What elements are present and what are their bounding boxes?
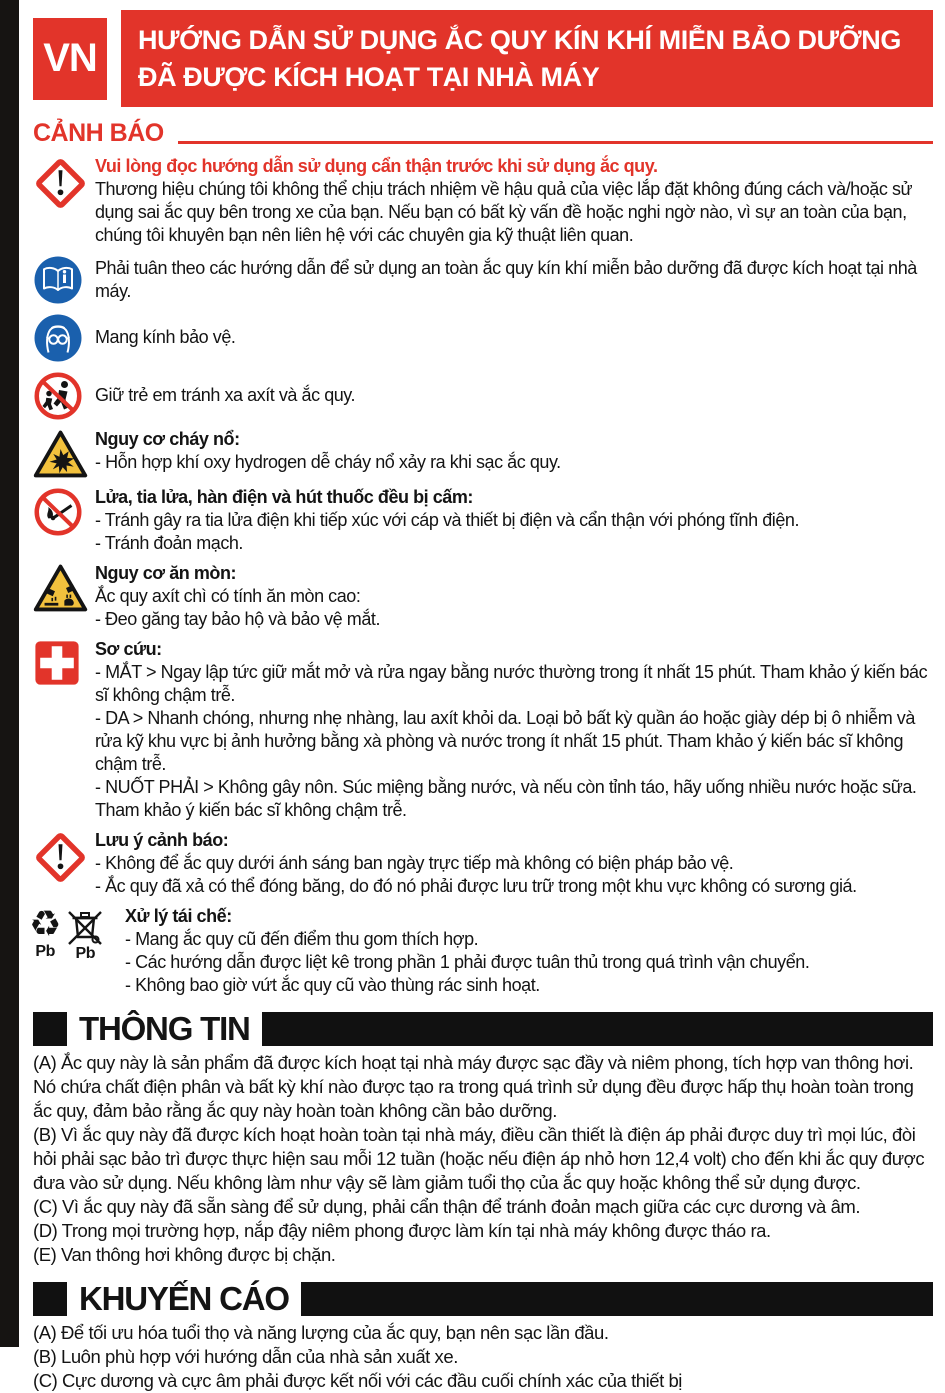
title-line1: HƯỚNG DẪN SỬ DỤNG ẮC QUY KÍN KHÍ MIỄN BẢO DƯỠNG [138, 25, 901, 56]
warning-item [33, 428, 933, 479]
warning-item-text [95, 638, 933, 822]
info-paragraph: (D) Trong mọi trường hợp, nắp đậy niêm phong được làm kín tại nhà máy không được tháo ra. [33, 1220, 771, 1241]
warning-icon-cell [33, 829, 95, 885]
no-trash-bin-icon [65, 906, 105, 946]
warning-icon-cell [33, 562, 95, 613]
corrosion-hazard-icon [33, 563, 88, 613]
warning-item-line: Ắc quy axít chì có tính ăn mòn cao: [95, 586, 361, 606]
info-paragraph: (C) Vì ắc quy này đã sẵn sàng để sử dụng, phải cẩn thận để tránh đoản mạch giữa các cực dương và âm. [33, 1196, 861, 1217]
left-border-bar [0, 0, 19, 1347]
recommend-paragraph: (A) Để tối ưu hóa tuổi thọ và năng lượng của ắc quy, bạn nên sạc lần đầu. [33, 1322, 609, 1343]
warning-item [33, 562, 933, 631]
warning-item-title: Vui lòng đọc hướng dẫn sử dụng cẩn thận trước khi sử dụng ắc quy. [95, 156, 658, 176]
info-paragraph: (B) Vì ắc quy này đã được kích hoạt hoàn toàn tại nhà máy, điều cần thiết là điện áp phải được duy trì mọi lúc, đòi hỏi phải sạc bảo trì được thực hiện sau mỗi 12 tuần (hoặc nếu điện áp nhỏ hơn 12,4 volt) cho đến khi ắc quy được đưa vào sử dụng. Nếu không làm như vậy sẽ làm giảm tuổi thọ của ắc quy hoặc không thể sử dụng được. [33, 1124, 925, 1193]
warning-item-text [95, 384, 933, 407]
warning-item [33, 638, 933, 822]
warning-item [33, 155, 933, 247]
warning-item-line: Mang kính bảo vệ. [95, 327, 236, 347]
warning-item [29, 904, 933, 997]
language-badge: VN [33, 18, 107, 100]
warning-item-line: Phải tuân theo các hướng dẫn để sử dụng an toàn ắc quy kín khí miễn bảo dưỡng đã được kích hoạt tại nhà máy. [95, 257, 917, 301]
pb-label: Pb [75, 945, 95, 962]
warning-item-line: - Hỗn hợp khí oxy hydrogen dễ cháy nổ xảy ra khi sạc ắc quy. [95, 452, 561, 472]
warning-item-line: - Tránh đoản mạch. [95, 533, 243, 553]
warning-item-line: - DA > Nhanh chóng, nhưng nhẹ nhàng, lau axít khỏi da. Loại bỏ bất kỳ quần áo hoặc giày dép bị ô nhiễm và rửa kỹ khu vực bị ảnh hưởng bằng xà phòng và nước trong ít nhất 15 phút. Tham khảo ý kiến bác sĩ không chậm trễ. [95, 708, 915, 774]
warning-item-title: Nguy cơ cháy nổ: [95, 429, 240, 449]
first-aid-icon [33, 639, 81, 687]
warning-section-heading [33, 119, 933, 148]
warning-item-line: - Không để ắc quy dưới ánh sáng ban ngày trực tiếp mà không có biện pháp bảo vệ. [95, 853, 734, 873]
warning-heading-rule [178, 141, 933, 144]
warning-icon-cell [29, 904, 125, 962]
warning-icon-cell [33, 638, 95, 687]
info-section-heading [33, 1011, 933, 1047]
recommend-section-heading [33, 1281, 933, 1317]
warning-item-line: - Mang ắc quy cũ đến điểm thu gom thích hợp. [125, 929, 479, 949]
warning-item [33, 370, 933, 421]
warning-item-text [125, 905, 933, 997]
warning-item-line: - Không bao giờ vứt ắc quy cũ vào thùng rác sinh hoạt. [125, 975, 540, 995]
ghs-exclamation-icon [33, 156, 88, 211]
recommend-paragraphs [33, 1321, 933, 1393]
warning-item-text [95, 428, 933, 474]
warning-item-line: Thương hiệu chúng tôi không thể chịu trách nhiệm về hậu quả của việc lắp đặt không đúng cách và/hoặc sử dụng sai ắc quy bên trong xe của bạn. Nếu bạn có bất kỳ vấn đề hoặc nghi ngờ nào, vì sự an toàn của bạn, chúng tôi khuyên bạn nên liên hệ với các chuyên gia kỹ thuật liên quan. [95, 179, 913, 245]
keep-away-children-icon [33, 371, 83, 421]
section-square-marker [33, 1282, 67, 1316]
title-line2: ĐÃ ĐƯỢC KÍCH HOẠT TẠI NHÀ MÁY [138, 61, 600, 92]
warning-icon-cell [33, 486, 95, 537]
explosion-hazard-icon [33, 429, 88, 479]
recommend-paragraph: (C) Cực dương và cực âm phải được kết nối với các đầu cuối chính xác của thiết bị [33, 1370, 682, 1391]
section-heading-bar [262, 1012, 933, 1046]
warning-item-text [95, 257, 933, 303]
warning-item-text [95, 486, 933, 555]
warning-heading-label: CẢNH BÁO [33, 119, 164, 147]
info-heading-label: THÔNG TIN [79, 1010, 250, 1047]
warning-item-text [95, 326, 933, 349]
warning-item-line: - NUỐT PHẢI > Không gây nôn. Súc miệng bằng nước, và nếu còn tỉnh táo, hãy uống nhiều nước hoặc sữa. Tham khảo ý kiến bác sĩ không chậm trễ. [95, 777, 917, 820]
warning-icon-cell [33, 155, 95, 211]
warning-item-title: Xử lý tái chế: [125, 906, 232, 926]
warning-icon-cell [33, 312, 95, 363]
document-title [121, 10, 933, 107]
document-content [29, 0, 933, 1393]
warning-item-text [95, 155, 933, 247]
warning-item [33, 486, 933, 555]
warning-icon-cell [33, 254, 95, 305]
info-paragraphs [33, 1051, 933, 1267]
warning-item-line: Giữ trẻ em tránh xa axít và ắc quy. [95, 385, 356, 405]
no-open-flames-icon [33, 487, 83, 537]
info-paragraph: (E) Van thông hơi không được bị chặn. [33, 1244, 336, 1265]
warning-item-line: - Các hướng dẫn được liệt kê trong phần 1 phải được tuân thủ trong quá trình vận chuyển. [125, 952, 810, 972]
document-header [33, 0, 933, 107]
warning-item-line: - Ắc quy đã xả có thể đóng băng, do đó nó phải được lưu trữ trong một khu vực không có sương giá. [95, 876, 857, 896]
warning-item [33, 829, 933, 898]
recommend-heading-label: KHUYẾN CÁO [79, 1280, 289, 1317]
warning-item-line: - Tránh gây ra tia lửa điện khi tiếp xúc với cáp và thiết bị điện và cẩn thận với phóng tĩnh điện. [95, 510, 799, 530]
section-square-marker [33, 1012, 67, 1046]
warning-item-line: - Đeo găng tay bảo hộ và bảo vệ mắt. [95, 609, 380, 629]
book-info-icon [33, 255, 83, 305]
warning-item [33, 254, 933, 305]
pb-label: Pb [35, 943, 55, 960]
warning-item-title: Nguy cơ ăn mòn: [95, 563, 237, 583]
info-paragraph: (A) Ắc quy này là sản phẩm đã được kích hoạt tại nhà máy được sạc đầy và niêm phong, tích hợp van thông hơi. Nó chứa chất điện phân và bất kỳ khí nào được tạo ra trong quá trình sử dụng đều được hấp thụ hoàn toàn trong ắc quy, đảm bảo rằng ắc quy này hoàn toàn không cần bảo dưỡng. [33, 1052, 914, 1121]
recycle-pb-icon [29, 906, 125, 962]
recycling-symbol-icon: ♻ [29, 904, 62, 945]
warning-item-line: - MẮT > Ngay lập tức giữ mắt mở và rửa ngay bằng nước thường trong ít nhất 15 phút. Tham khảo ý kiến bác sĩ không chậm trễ. [95, 662, 928, 705]
warning-icon-cell [33, 370, 95, 421]
warning-item-title: Lưu ý cảnh báo: [95, 830, 229, 850]
ghs-exclamation-icon [33, 830, 88, 885]
warning-item-text [95, 562, 933, 631]
section-heading-bar [301, 1282, 933, 1316]
recommend-paragraph: (B) Luôn phù hợp với hướng dẫn của nhà sản xuất xe. [33, 1346, 458, 1367]
warning-list [29, 155, 933, 997]
warning-icon-cell [33, 428, 95, 479]
warning-item-title: Sơ cứu: [95, 639, 162, 659]
warning-item-title: Lửa, tia lửa, hàn điện và hút thuốc đều bị cấm: [95, 487, 473, 507]
warning-item [33, 312, 933, 363]
safety-goggles-icon [33, 313, 83, 363]
warning-item-text [95, 829, 933, 898]
